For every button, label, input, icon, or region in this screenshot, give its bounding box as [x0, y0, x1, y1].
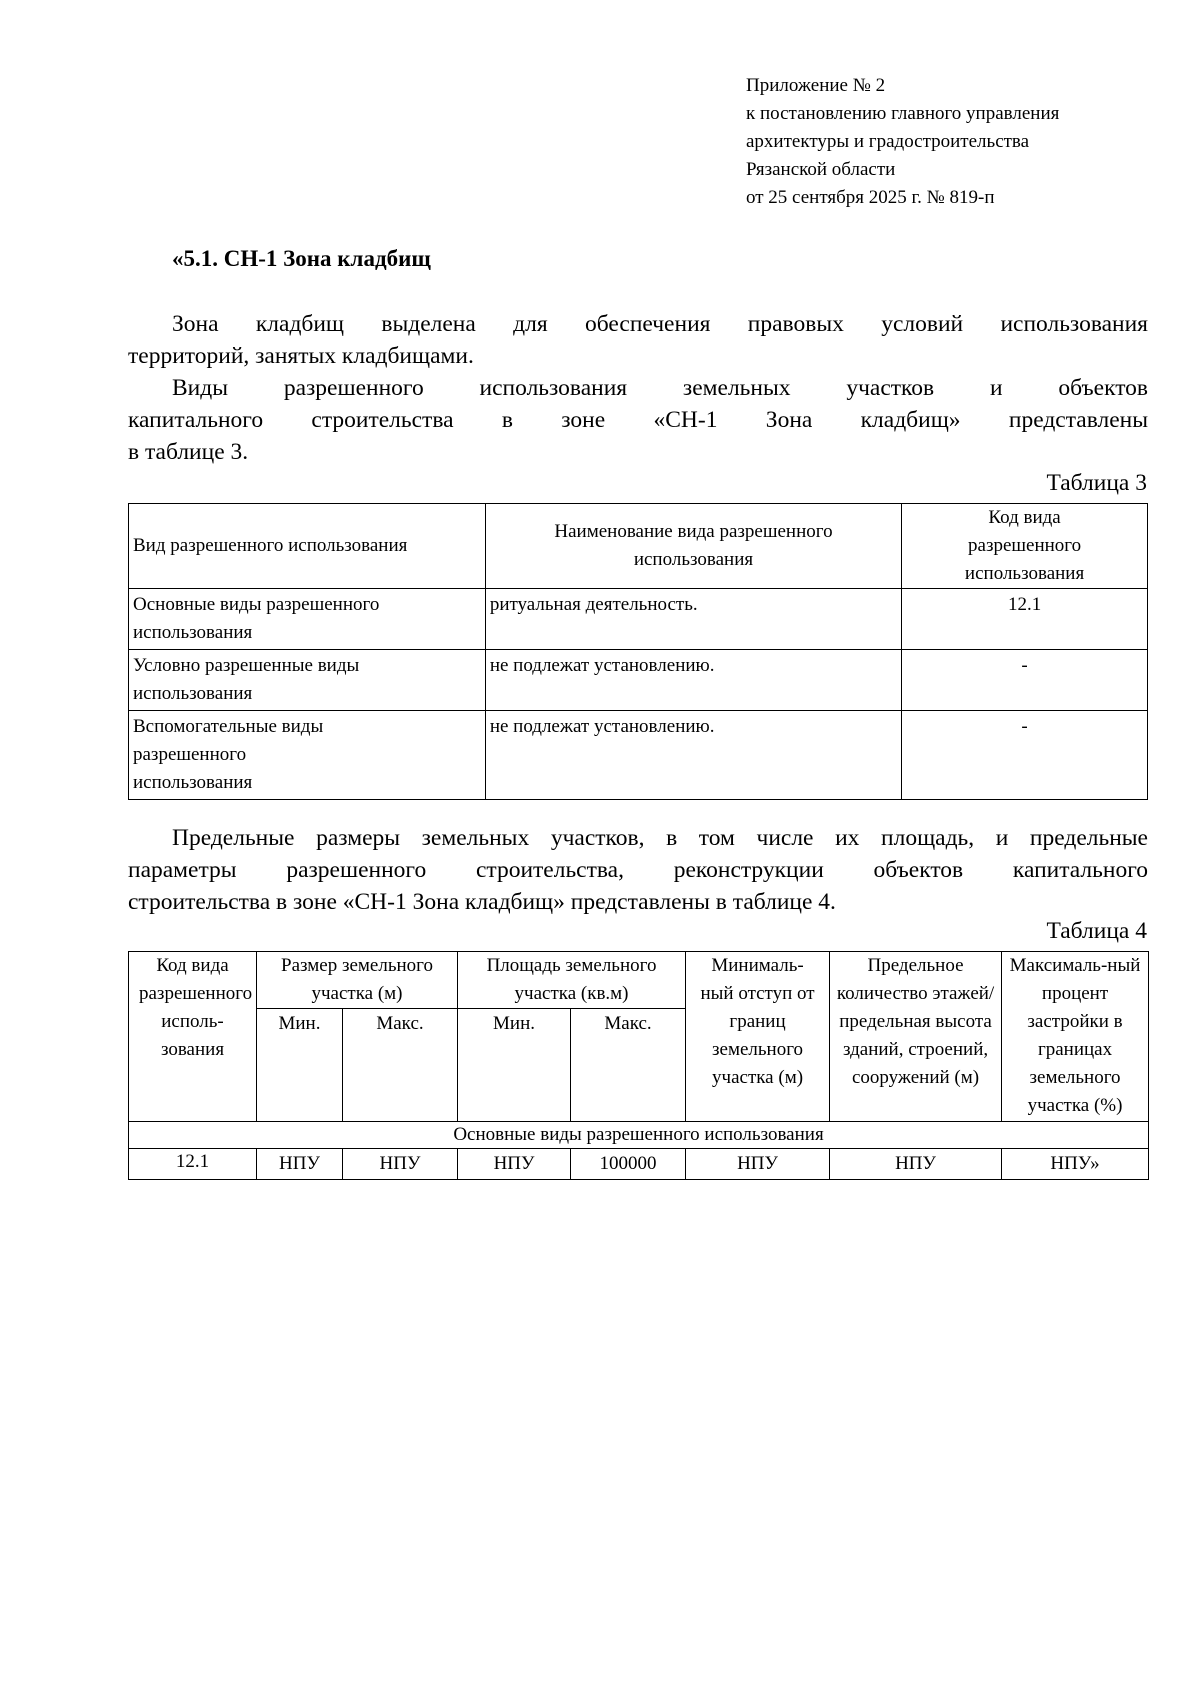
paragraph-line: строительства в зоне «СН-1 Зона кладбищ» представлены в таблице 4.: [128, 889, 836, 915]
table-row: [129, 589, 1148, 650]
section-title: «5.1. СН-1 Зона кладбищ: [172, 246, 431, 271]
table4-header-plot-area: Площадь земельного участка (кв.м): [458, 952, 686, 1009]
table4-header-plot-size: Размер земельного участка (м): [257, 952, 458, 1009]
table3-cell: Основные виды разрешенного использования: [129, 589, 486, 650]
table-3: [128, 503, 1148, 800]
table-row: [129, 650, 1148, 711]
table4-cell: НПУ: [257, 1149, 343, 1180]
table4-cell: НПУ: [343, 1149, 458, 1180]
appendix-line: архитектуры и градостроительства: [746, 131, 1030, 152]
table3-cell: -: [902, 711, 1148, 800]
table3-header-cell: Наименование вида разрешенного использования: [485, 504, 901, 589]
table4-cell: НПУ: [458, 1149, 571, 1180]
table4-header-max: Макс.: [343, 1009, 458, 1122]
table-row: [129, 711, 1148, 800]
table3-cell: ритуальная деятельность.: [485, 589, 901, 650]
table4-header-max-coverage: Максималь-ный процент застройки в границах земельного участка (%): [1002, 952, 1149, 1122]
appendix-line: Приложение № 2: [746, 75, 886, 96]
table4-cell: 12.1: [129, 1149, 257, 1180]
table-4: [128, 951, 1149, 1180]
table4-header-code: Код вида разрешенного исполь-зования: [129, 952, 257, 1122]
table4-cell: 100000: [571, 1149, 686, 1180]
paragraph-line: Виды разрешенного использования земельных участков и объектов: [172, 375, 1148, 401]
table3-cell: Вспомогательные виды разрешенного использования: [129, 711, 486, 800]
table3-cell: 12.1: [902, 589, 1148, 650]
appendix-line: к постановлению главного управления: [746, 103, 1060, 124]
paragraph-line: в таблице 3.: [128, 439, 249, 465]
table3-cell: не подлежат установлению.: [485, 650, 901, 711]
table3-cell: Условно разрешенные виды использования: [129, 650, 486, 711]
appendix-line: от 25 сентября 2025 г. № 819-п: [746, 187, 995, 208]
table4-group-label: Основные виды разрешенного использования: [129, 1122, 1149, 1149]
appendix-line: Рязанской области: [746, 159, 896, 180]
table4-cell: НПУ»: [1002, 1149, 1149, 1180]
table3-header-row: [129, 504, 1148, 589]
table4-header-floors: Предельное количество этажей/ предельная высота зданий, строений, сооружений (м): [830, 952, 1002, 1122]
paragraph-line: Предельные размеры земельных участков, в том числе их площадь, и предельные: [172, 825, 1148, 851]
table4-cell: НПУ: [686, 1149, 830, 1180]
table4-group-row: [129, 1122, 1149, 1149]
paragraph-line: параметры разрешенного строительства, реконструкции объектов капитального: [128, 857, 1148, 883]
paragraph-line: капитального строительства в зоне «СН-1 Зона кладбищ» представлены: [128, 407, 1148, 433]
paragraph-table3-intro: [128, 372, 1148, 468]
table4-cell: НПУ: [830, 1149, 1002, 1180]
table4-header-row: [129, 952, 1149, 1009]
table3-caption: Таблица 3: [1046, 470, 1147, 496]
table3-header-cell: Код вида разрешенного использования: [902, 504, 1148, 589]
table4-header-min-setback: Минималь-ный отступ от границ земельного участка (м): [686, 952, 830, 1122]
table4-header-max: Макс.: [571, 1009, 686, 1122]
paragraph-zone-purpose: [128, 308, 1148, 372]
table4-caption: Таблица 4: [1046, 918, 1147, 944]
appendix-header: [746, 72, 1166, 212]
table3-cell: -: [902, 650, 1148, 711]
paragraph-table4-intro: [128, 822, 1148, 918]
table3-header-cell: Вид разрешенного использования: [129, 504, 486, 589]
table4-header-min: Мин.: [458, 1009, 571, 1122]
table3-cell: не подлежат установлению.: [485, 711, 901, 800]
table4-header-min: Мин.: [257, 1009, 343, 1122]
paragraph-line: территорий, занятых кладбищами.: [128, 343, 474, 369]
paragraph-line: Зона кладбищ выделена для обеспечения правовых условий использования: [172, 311, 1148, 337]
table-row: [129, 1149, 1149, 1180]
